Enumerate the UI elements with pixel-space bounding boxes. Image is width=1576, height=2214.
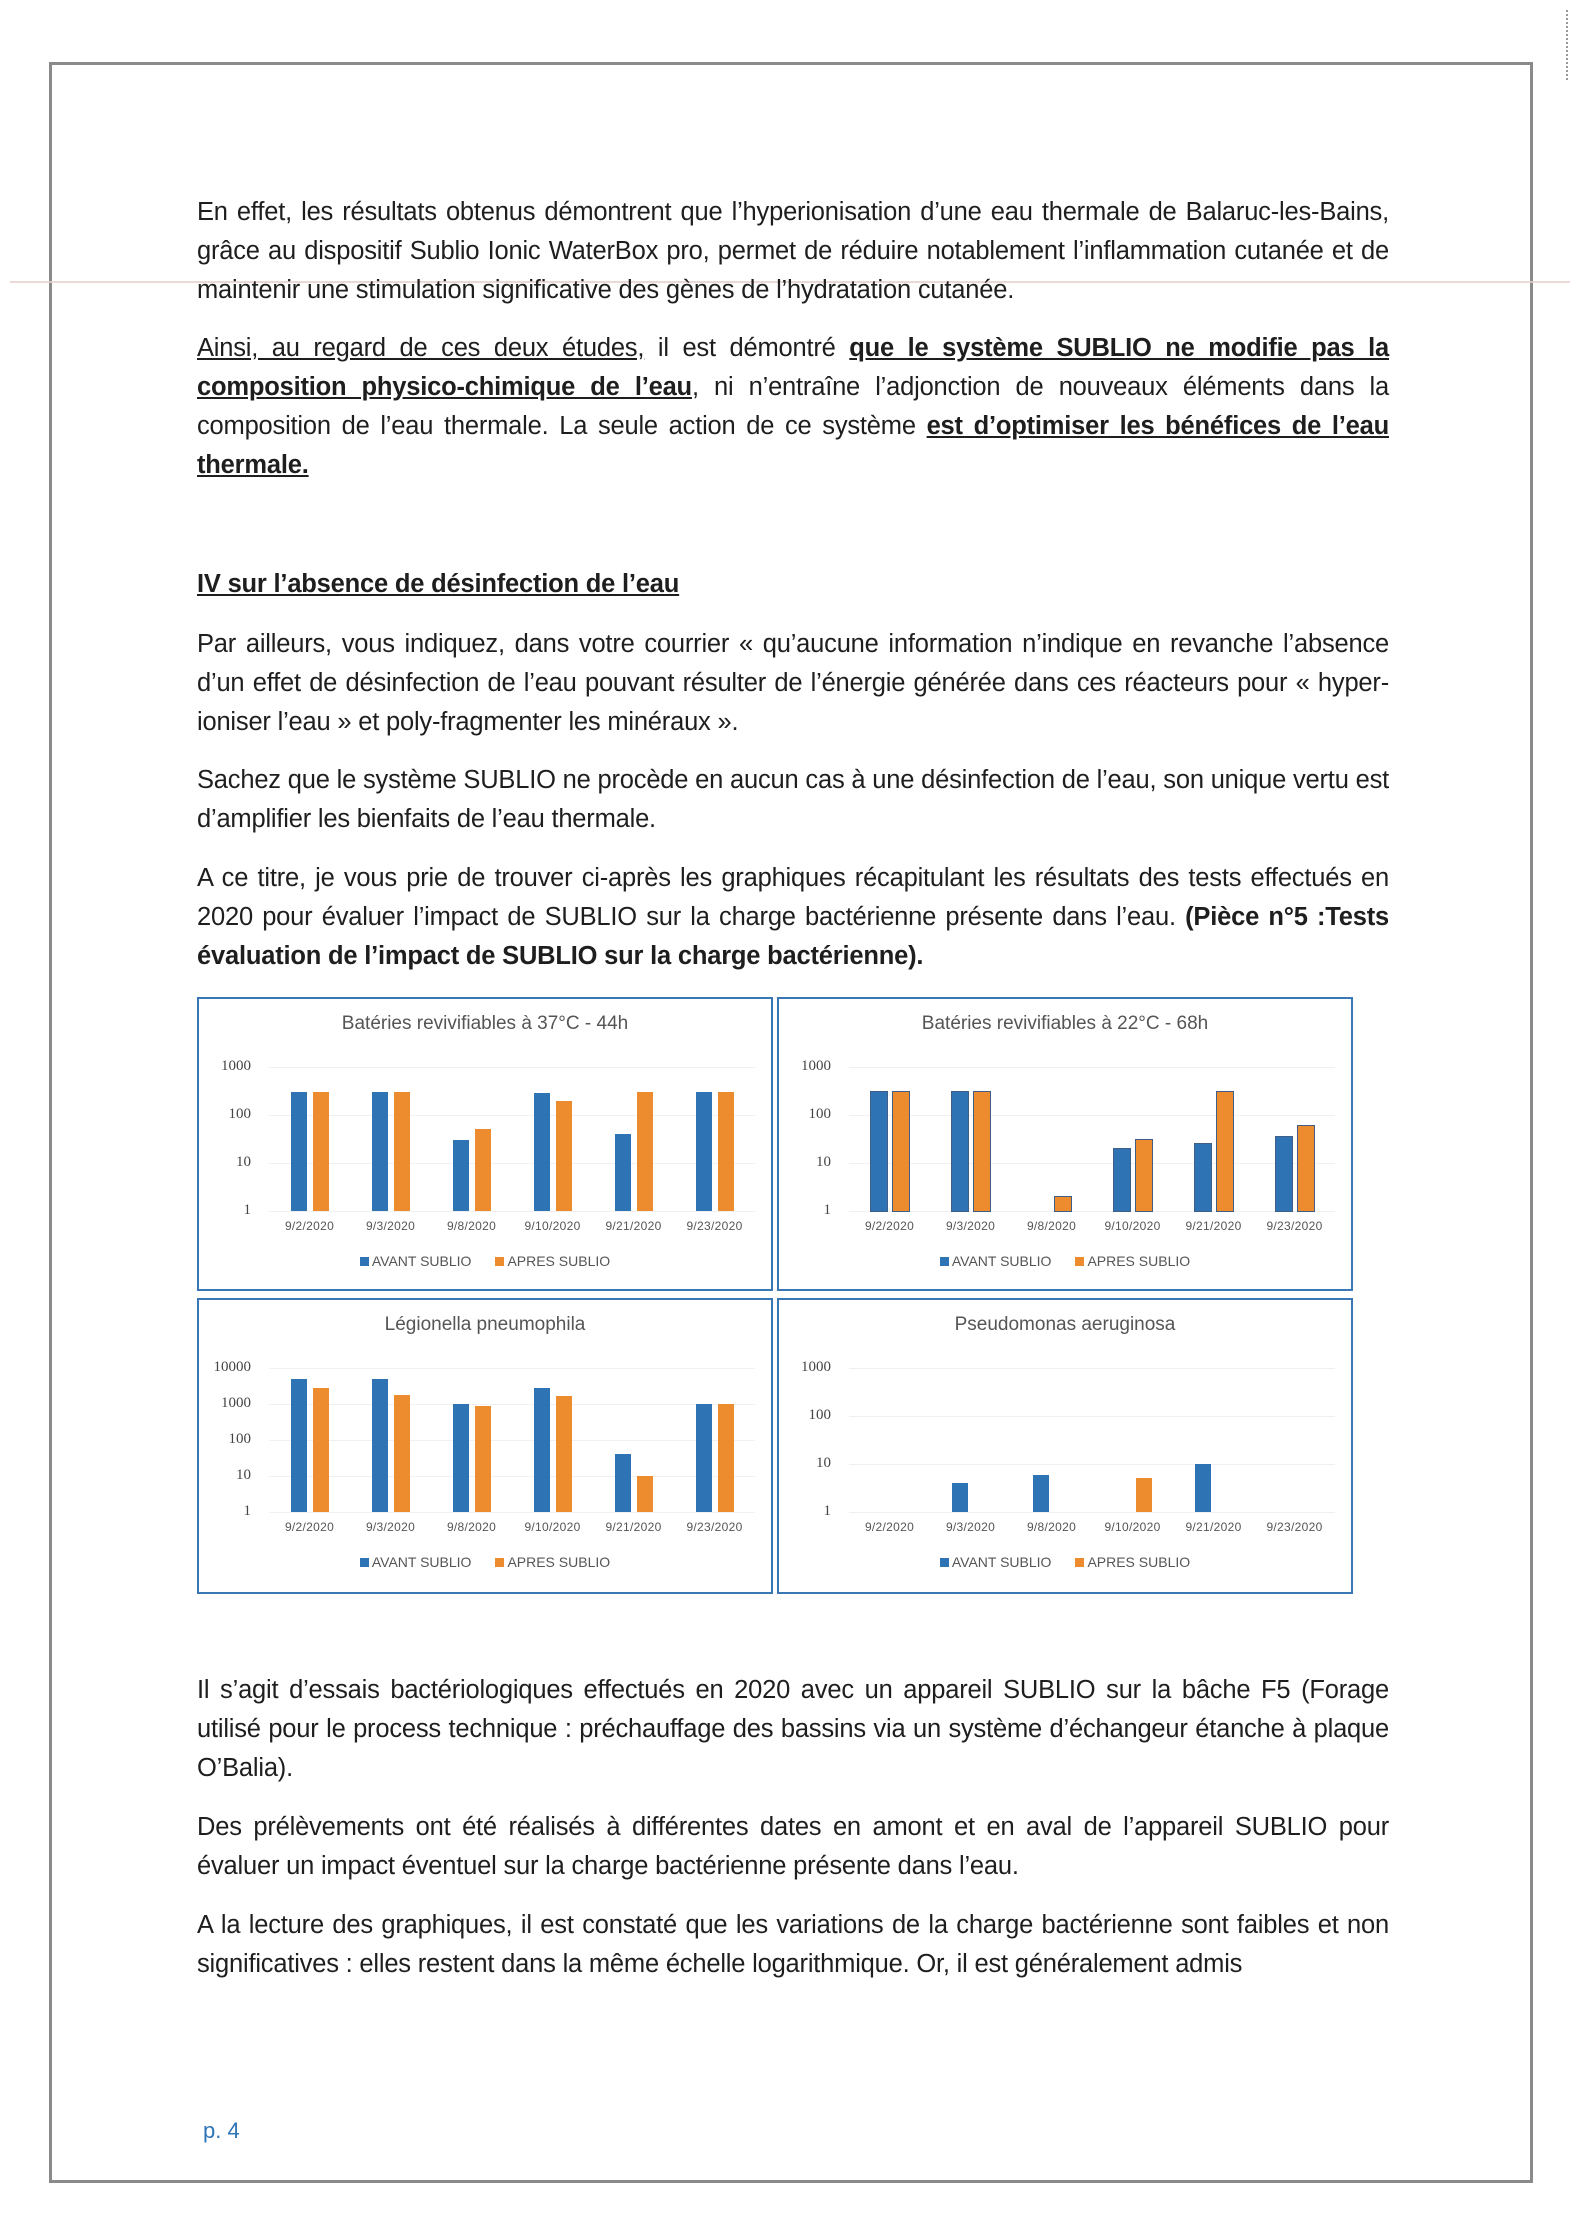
legend-label: APRES SUBLIO — [1087, 1554, 1191, 1570]
bold-underlined-text: que le système SUBLIO ne modifie pas la composition physico-chimique de l’eau — [197, 334, 1389, 401]
gridline — [849, 1115, 1335, 1116]
gridline — [849, 1512, 1335, 1513]
bar-avant-sublio — [291, 1379, 307, 1512]
page-number: p. 4 — [203, 2118, 240, 2143]
y-axis-tick: 10 — [236, 1154, 251, 1170]
x-axis-label: 9/23/2020 — [1266, 1520, 1323, 1534]
x-axis-label: 9/10/2020 — [1104, 1219, 1161, 1233]
chart-title: Pseudomonas aeruginosa — [954, 1314, 1176, 1335]
paragraph-results — [197, 193, 1389, 310]
bar-avant-sublio — [952, 1092, 968, 1211]
gridline — [849, 1067, 1335, 1068]
heading-iv: IV sur l’absence de désinfection de l’eau — [197, 570, 680, 598]
y-axis-tick: 10 — [816, 1154, 831, 1170]
gridline — [269, 1512, 755, 1513]
chart-legend — [779, 1253, 1351, 1269]
legend-item-apres — [1075, 1554, 1190, 1570]
section-heading — [197, 565, 1389, 604]
bar-avant-sublio — [696, 1404, 712, 1512]
chart-legend — [779, 1554, 1351, 1570]
bar-avant-sublio — [453, 1404, 469, 1512]
legend-item-avant — [360, 1554, 472, 1570]
bar-apres-sublio — [974, 1092, 990, 1211]
x-axis-label: 9/23/2020 — [686, 1520, 743, 1534]
bar-avant-sublio — [952, 1483, 968, 1512]
bar-apres-sublio — [556, 1396, 572, 1512]
gridline — [849, 1211, 1335, 1212]
chart-title: Batéries revivifiables à 22°C - 68h — [921, 1013, 1209, 1034]
paragraph-text: Par ailleurs, vous indiquez, dans votre courrier « qu’aucune information n’indique en revanche l’absence d’un effet de désinfection de l’eau pouvant résulter de l’énergie générée dans ces réacteurs pour « hyper-ioniser l’eau » et poly-fragmenter les minéraux ». — [197, 630, 1389, 736]
paragraph-essais — [197, 1671, 1389, 1788]
legend-item-apres — [1075, 1253, 1190, 1269]
legend-label: AVANT SUBLIO — [951, 1554, 1052, 1570]
y-axis-tick: 10 — [816, 1455, 831, 1471]
x-axis-label: 9/3/2020 — [945, 1520, 996, 1534]
gridline — [849, 1163, 1335, 1164]
x-axis-label: 9/8/2020 — [446, 1520, 497, 1534]
legend-swatch-icon — [360, 1257, 369, 1266]
bar-apres-sublio — [1055, 1197, 1071, 1211]
text: , ni n’entraîne l’adjonction de nouveaux éléments dans la composition de l’eau thermale. La seule action de ce système — [197, 373, 1389, 440]
gridline — [269, 1115, 755, 1116]
x-axis-label: 9/10/2020 — [524, 1520, 581, 1534]
bar-apres-sublio — [313, 1092, 329, 1211]
legend-swatch-icon — [1075, 1257, 1084, 1266]
chart-pseudomonas — [777, 1298, 1353, 1594]
bar-apres-sublio — [718, 1404, 734, 1512]
text: A ce titre, je vous prie de trouver ci-après les graphiques récapitulant les résultats des tests effectués en 2020 pour évaluer l’impact de SUBLIO sur la charge bactérienne présente dans l’eau. — [197, 864, 1389, 931]
x-axis-label: 9/21/2020 — [605, 1219, 662, 1233]
legend-label: APRES SUBLIO — [1087, 1253, 1191, 1269]
y-axis-tick: 100 — [228, 1431, 251, 1447]
legend-item-avant — [940, 1253, 1052, 1269]
chart-title: Batéries revivifiables à 37°C - 44h — [341, 1013, 629, 1034]
margin-marks — [1566, 10, 1570, 80]
bar-apres-sublio — [475, 1406, 491, 1512]
paragraph-sublio-vertu — [197, 761, 1389, 839]
bar-apres-sublio — [637, 1092, 653, 1211]
bar-apres-sublio — [394, 1092, 410, 1211]
paragraph-text: En effet, les résultats obtenus démontrent que l’hyperionisation d’une eau thermale de Balaruc-les-Bains, grâce au dispositif Sublio Ionic WaterBox pro, permet de réduire notablement l’inflammation cutanée et de maintenir une stimulation significative des gènes de l’hydratation cutanée. — [197, 198, 1389, 304]
x-axis-label: 9/21/2020 — [605, 1520, 662, 1534]
paragraph-graphiques-intro — [197, 859, 1389, 976]
paragraph-courrier — [197, 625, 1389, 742]
y-axis-tick: 100 — [808, 1106, 831, 1122]
chart-legend — [199, 1253, 771, 1269]
chart-legionella — [197, 1298, 773, 1594]
bar-avant-sublio — [453, 1140, 469, 1211]
chart-legend — [199, 1554, 771, 1570]
bar-apres-sublio — [637, 1476, 653, 1512]
bar-avant-sublio — [372, 1092, 388, 1211]
gridline — [849, 1464, 1335, 1465]
chart-bacteries-37c — [197, 997, 773, 1291]
bar-apres-sublio — [394, 1395, 410, 1512]
gridline — [849, 1416, 1335, 1417]
x-axis-label: 9/10/2020 — [524, 1219, 581, 1233]
legend-item-apres — [495, 1554, 610, 1570]
bar-avant-sublio — [291, 1092, 307, 1211]
gridline — [269, 1368, 755, 1369]
gridline — [269, 1440, 755, 1441]
legend-label: AVANT SUBLIO — [371, 1554, 472, 1570]
y-axis-tick: 1 — [243, 1202, 251, 1218]
y-axis-tick: 100 — [808, 1407, 831, 1423]
y-axis-tick: 1000 — [221, 1395, 251, 1411]
y-axis-tick: 1000 — [221, 1058, 251, 1074]
x-axis-label: 9/23/2020 — [686, 1219, 743, 1233]
legend-swatch-icon — [1075, 1558, 1084, 1567]
bold-text-piece-5: (Pièce n°5 :Tests évaluation de l’impact de SUBLIO sur la charge bactérienne). — [197, 903, 1389, 970]
gridline — [269, 1476, 755, 1477]
x-axis-label: 9/2/2020 — [284, 1520, 335, 1534]
x-axis-label: 9/21/2020 — [1185, 1219, 1242, 1233]
legend-item-avant — [360, 1253, 472, 1269]
gridline — [849, 1368, 1335, 1369]
bar-apres-sublio — [718, 1092, 734, 1211]
x-axis-label: 9/8/2020 — [1026, 1520, 1077, 1534]
bar-apres-sublio — [893, 1092, 909, 1211]
text: il est démontré — [644, 334, 850, 362]
legend-label: APRES SUBLIO — [507, 1554, 611, 1570]
bar-avant-sublio — [696, 1092, 712, 1211]
bar-avant-sublio — [615, 1134, 631, 1211]
legend-swatch-icon — [495, 1257, 504, 1266]
legend-item-apres — [495, 1253, 610, 1269]
gridline — [269, 1067, 755, 1068]
bold-underlined-text: est d’optimiser les bénéfices de l’eau thermale. — [197, 412, 1390, 479]
paragraph-text: Sachez que le système SUBLIO ne procède en aucun cas à une désinfection de l’eau, son unique vertu est d’amplifier les bienfaits de l’eau thermale. — [197, 766, 1389, 833]
x-axis-label: 9/8/2020 — [1026, 1219, 1077, 1233]
bar-avant-sublio — [1195, 1464, 1211, 1512]
bar-apres-sublio — [475, 1129, 491, 1211]
y-axis-tick: 1 — [823, 1503, 831, 1519]
chart-bacteries-22c — [777, 997, 1353, 1291]
legend-swatch-icon — [940, 1558, 949, 1567]
paragraph-text: Il s’agit d’essais bactériologiques effectués en 2020 avec un appareil SUBLIO sur la bâche F5 (Forage utilisé pour le process technique : préchauffage des bassins via un système d’échangeur étanche à plaque O’Balia). — [197, 1676, 1389, 1782]
y-axis-tick: 1000 — [801, 1058, 831, 1074]
paragraph-lecture — [197, 1906, 1389, 1984]
bar-apres-sublio — [1217, 1092, 1233, 1211]
legend-swatch-icon — [940, 1257, 949, 1266]
y-axis-tick: 10 — [236, 1467, 251, 1483]
y-axis-tick: 100 — [228, 1106, 251, 1122]
legend-swatch-icon — [360, 1558, 369, 1567]
gridline — [269, 1211, 755, 1212]
paragraph-text: Des prélèvements ont été réalisés à différentes dates en amont et en aval de l’appareil SUBLIO pour évaluer un impact éventuel sur la charge bactérienne présente dans l’eau. — [197, 1813, 1389, 1880]
bar-avant-sublio — [1033, 1475, 1049, 1512]
paragraph-text: A la lecture des graphiques, il est constaté que les variations de la charge bactérienne sont faibles et non significatives : elles restent dans la même échelle logarithmique. Or, il est généralement admis — [197, 1911, 1389, 1978]
bar-avant-sublio — [615, 1454, 631, 1512]
x-axis-label: 9/23/2020 — [1266, 1219, 1323, 1233]
legend-label: AVANT SUBLIO — [371, 1253, 472, 1269]
bar-apres-sublio — [1136, 1140, 1152, 1211]
gridline — [269, 1404, 755, 1405]
bar-apres-sublio — [1136, 1478, 1152, 1512]
x-axis-label: 9/2/2020 — [864, 1520, 915, 1534]
y-axis-tick: 1000 — [801, 1359, 831, 1375]
legend-label: AVANT SUBLIO — [951, 1253, 1052, 1269]
x-axis-label: 9/8/2020 — [446, 1219, 497, 1233]
bar-avant-sublio — [1114, 1149, 1130, 1211]
x-axis-label: 9/3/2020 — [945, 1219, 996, 1233]
x-axis-label: 9/2/2020 — [864, 1219, 915, 1233]
bar-avant-sublio — [534, 1093, 550, 1211]
legend-item-avant — [940, 1554, 1052, 1570]
bar-apres-sublio — [1298, 1126, 1314, 1211]
legend-label: APRES SUBLIO — [507, 1253, 611, 1269]
gridline — [269, 1163, 755, 1164]
bar-avant-sublio — [534, 1388, 550, 1512]
x-axis-label: 9/21/2020 — [1185, 1520, 1242, 1534]
bar-avant-sublio — [871, 1092, 887, 1211]
bar-apres-sublio — [556, 1101, 572, 1211]
paragraph-prelevements — [197, 1808, 1389, 1886]
x-axis-label: 9/3/2020 — [365, 1520, 416, 1534]
bar-avant-sublio — [1195, 1144, 1211, 1211]
underlined-text: Ainsi, au regard de ces deux études, — [197, 334, 645, 362]
x-axis-label: 9/3/2020 — [365, 1219, 416, 1233]
y-axis-tick: 1 — [243, 1503, 251, 1519]
legend-swatch-icon — [495, 1558, 504, 1567]
chart-title: Légionella pneumophila — [384, 1314, 586, 1335]
paragraph-conclusion — [197, 329, 1389, 485]
x-axis-label: 9/10/2020 — [1104, 1520, 1161, 1534]
y-axis-tick: 10000 — [213, 1359, 251, 1375]
x-axis-label: 9/2/2020 — [284, 1219, 335, 1233]
bar-apres-sublio — [313, 1388, 329, 1512]
bar-avant-sublio — [372, 1379, 388, 1512]
bar-avant-sublio — [1276, 1137, 1292, 1211]
y-axis-tick: 1 — [823, 1202, 831, 1218]
